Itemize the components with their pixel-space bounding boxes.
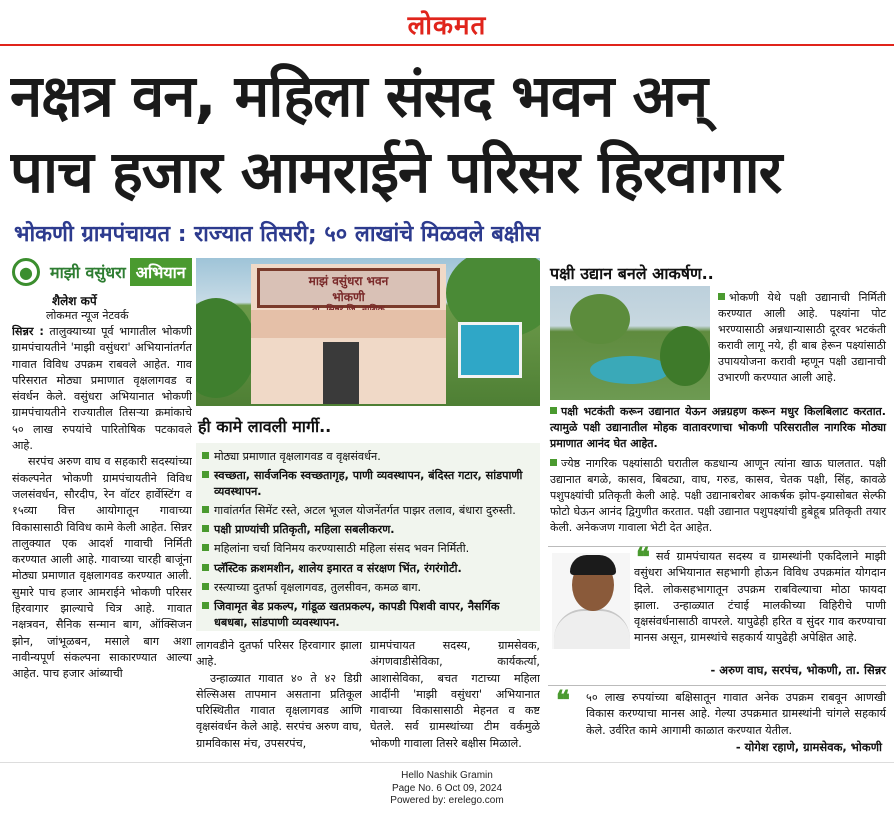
tree-image — [660, 326, 710, 386]
paragraph: उन्हाळ्यात गावात ४० ते ४२ डिग्री सेल्सिअस तापमान असताना प्रतिकूल परिस्थितीत गावात वृक्षलागवड आणि वृक्षसंवर्धन केले आहे. सरपंच अरुण वाघ, ग्रामविकास मंच, उपसरपंच, — [196, 671, 362, 750]
gramsevak-quote — [548, 686, 886, 760]
sign-text: भोकणी — [332, 290, 365, 304]
paragraph-text: तालुक्याच्या पूर्व भागातील भोकणी ग्रामपंचायतीने 'माझी वसुंधरा' अभियानांतर्गत गावात विविध उपक्रम राबवले आहेत. गाव परिसरात मोठ्या प्रमाणात वृक्षलागवड व संवर्धन केले. वसुंधरा अभियानात भोकणी ग्रामपंचायतीने राज्यातील तिसऱ्या क्रमांकाचे ५० लाख रुपयांचे पारितोषिक पटकावले आहे. — [12, 325, 192, 453]
poster-board — [458, 322, 522, 378]
tree-image — [196, 298, 256, 398]
works-item: प्लॅस्टिक क्रशमशीन, शालेय इमारत व संरक्षण भिंत, रंगरंगोटी. — [202, 561, 536, 577]
works-title: ही कामे लावली मार्गी.. — [198, 417, 332, 436]
works-list — [196, 443, 540, 631]
paragraph — [12, 324, 192, 454]
location-pin-icon: ● — [12, 258, 40, 286]
bird-item-1 — [718, 290, 886, 386]
footer-divider — [0, 762, 894, 763]
campaign-label: माझी वसुंधरा — [50, 263, 126, 282]
building-image — [251, 264, 446, 404]
quote-text: सर्व ग्रामपंचायत सदस्य व ग्रामस्थांनी एकदिलाने माझी वसुंधरा अभियानात सहभागी होऊन विविध उपक्रमांत योगदान दिले. लोकसहभागातून उपक्रम राबविल्याचा मोठा फायदा झाला. उन्हाळ्यात टंचाई मालकीच्या विहिरीचे पाणी वृक्षसंवर्धनासाठी वापरले. यापुढेही हरित व सुंदर गाव करण्याचा मानस असून, ग्रामस्थांचे सहकार्य यापुढेही अपेक्षित आहे. — [634, 550, 886, 645]
quote-text: ५० लाख रुपयांच्या बक्षिसातून गावात अनेक उपक्रम राबवून आणखी विकास करण्याचा मानस आहे. गेल्या उपक्रमात ग्रामस्थांनी चांगले सहकार्य केले. उर्वरित कामे आगामी काळात करण्यात येतील. — [586, 691, 886, 737]
works-item: रस्त्याच्या दुतर्फा वृक्षलागवड, तुलसीवन, कमळ बाग. — [202, 580, 536, 596]
article-column-2 — [196, 638, 362, 760]
masthead-rule — [0, 44, 894, 46]
dateline: सिन्नर : — [12, 325, 44, 338]
sign-text: माझं वसुंधरा भवन — [308, 274, 389, 288]
bird-item-text: पक्षी भटकंती करून उद्यानात येऊन अन्नग्रहण करून मधुर किलबिलाट करतात. त्यामुळे पक्षी उद्यानातील मोहक वातावरणाचा भोकणी परिसरातील नागरिक मोठ्या प्रमाणात आनंद घेत आहेत. — [550, 405, 886, 450]
byline-author: शैलेश कर्पे — [52, 294, 97, 308]
article-column-3 — [370, 638, 540, 760]
page-info: Page No. 6 Oct 09, 2024 — [391, 782, 503, 794]
powered-by: Powered by: erelego.com — [390, 795, 504, 806]
works-item: स्वच्छता, सार्वजनिक स्वच्छतागृह, पाणी व्यवस्थापन, बंदिस्त गटार, सांडपाणी व्यवस्थापन. — [202, 468, 536, 499]
quote-attribution: - अरुण वाघ, सरपंच, भोकणी, ता. सिन्नर — [710, 663, 886, 677]
bullet-square-icon — [550, 407, 557, 414]
subheadline: भोकणी ग्रामपंचायत : राज्यात तिसरी; ५० लाखांचे मिळवले बक्षीस — [14, 222, 541, 247]
village-building-photo — [196, 258, 540, 406]
bird-item-2 — [550, 404, 886, 452]
building-wall — [251, 310, 446, 338]
headline-line-2: पाच हजार आमराईने परिसर हिरवागार — [10, 138, 782, 206]
sarpanch-portrait — [552, 553, 630, 649]
quote-mark-icon: ❝ — [556, 686, 570, 716]
works-item: जिवामृत बेड प्रकल्प, गांडूळ खतप्रकल्प, कापडी पिशवी वापर, नैसर्गिक धबधबा, सांडपाणी व्यवस्थापन. — [202, 599, 536, 630]
bird-park-title: पक्षी उद्यान बनले आकर्षण.. — [550, 264, 714, 283]
portrait-shirt — [554, 609, 630, 649]
campaign-badge — [12, 257, 192, 287]
headline-line-1: नक्षत्र वन, महिला संसद भवन अन् — [10, 62, 708, 130]
building-door — [323, 342, 359, 404]
works-item: पक्षी प्राण्यांची प्रतिकृती, महिला सबलीकरण. — [202, 522, 536, 538]
page-footer — [0, 770, 894, 808]
lokmat-logo: लोकमत — [407, 11, 487, 41]
pond-image — [590, 356, 670, 384]
tree-image — [570, 294, 630, 344]
quote-attribution: - योगेश रहाणे, ग्रामसेवक, भोकणी — [735, 740, 882, 754]
campaign-tag: अभियान — [130, 258, 192, 286]
edition-name: Hello Nashik Gramin — [401, 770, 493, 781]
bullet-square-icon — [550, 459, 557, 466]
bullet-square-icon — [718, 293, 725, 300]
bird-item-text: भोकणी येथे पक्षी उद्यानाची निर्मिती करण्यात आली आहे. पक्ष्यांना पोट भरण्यासाठी अन्नधान्यासाठी दूरवर भटकंती करावी लागू नये, ही बाब हेरून पक्ष्यांसाठी उपाययोजना करावी म्हणून पक्षी उद्यानाची उभारणी करण्यात आली आहे. — [718, 291, 886, 384]
article-column-1 — [12, 324, 192, 760]
paragraph: सरपंच अरुण वाघ व सहकारी सदस्यांच्या संकल्पनेत भोकणी ग्रामपंचायतीने विविध जलसंवर्धन, सौरदीप, रेन वॉटर हार्वेस्टिंग व १५व्या वित्त आयोगातून गावाच्या विकासासाठी विविध कामे केली आहेत. सिन्नर तालुक्यात एक आदर्श गावाची निर्मिती करण्यात आली आहे. गावाच्या चारही बाजूंना मोठ्या प्रमाणात वृक्षलागवड करण्यात आली. सुमारे पाच हजार आमराईने भोकणी परिसर हिरवागार झाल्याचे चित्र आहे. गावात नक्षत्रवन, सैनिक सन्मान बाग, ऑक्सिजन झोन, जांभूळबन, मसाले बाग अशा नावीन्यपूर्ण संकल्पना साकारण्यात आल्या आहेत. पाच हजार आंब्याची — [12, 455, 192, 681]
sarpanch-quote — [548, 543, 886, 686]
portrait-hair — [570, 555, 616, 575]
paragraph: ग्रामपंचायत सदस्य, ग्रामसेवक, अंगणवाडीसेविका, कार्यकर्त्या, आशासेविका, बचत गटाच्या महिला आदींनी 'माझी वसुंधरा' अभियानात गावाच्या विकासासाठी मेहनत व कष्ट घेतले. सर्व ग्रामस्थांच्या टीम वर्कमुळे भोकणी गावाला तिसरे बक्षीस मिळाले. — [370, 639, 540, 750]
building-sign — [257, 268, 440, 308]
quote-mark-icon: ❝ — [636, 543, 650, 573]
byline-network: लोकमत न्यूज नेटवर्क — [46, 309, 129, 322]
paragraph: लागवडीने दुतर्फा परिसर हिरवागार झाला आहे. — [196, 639, 362, 669]
works-item: मोठ्या प्रमाणात वृक्षलागवड व वृक्षसंवर्धन. — [202, 449, 536, 465]
bird-park-photo — [550, 286, 710, 400]
bird-item-3 — [550, 456, 886, 536]
bird-item-text: ज्येष्ठ नागरिक पक्ष्यांसाठी घरातील कडधान्य आणून त्यांना खाऊ घालतात. पक्षी उद्यानात बगळे, कासव, बिबट्या, वाघ, गरुड, कासव, चेतक पक्षी, सिंह, कावळे पशुपक्ष्यांची प्रतिकृती केली आहे. पक्षी उद्यानाबरोबर आकर्षक झोप-झ्यासोबत सेल्फी फोटो घेऊन आनंद द्विगुणीत करतात. पक्षी उद्यानात पशुपक्ष्यांची हुबेहूब प्रतिकृती तयार केली. अनेकजण गावाला भेटी देत आहेत. — [550, 457, 886, 534]
works-item: महिलांना चर्चा विनिमय करण्यासाठी महिला संसद भवन निर्मिती. — [202, 541, 536, 557]
works-item: गावांतर्गत सिमेंट रस्ते, अटल भूजल योजनेंतर्गत पाझर तलाव, बंधारा दुरुस्ती. — [202, 503, 536, 519]
